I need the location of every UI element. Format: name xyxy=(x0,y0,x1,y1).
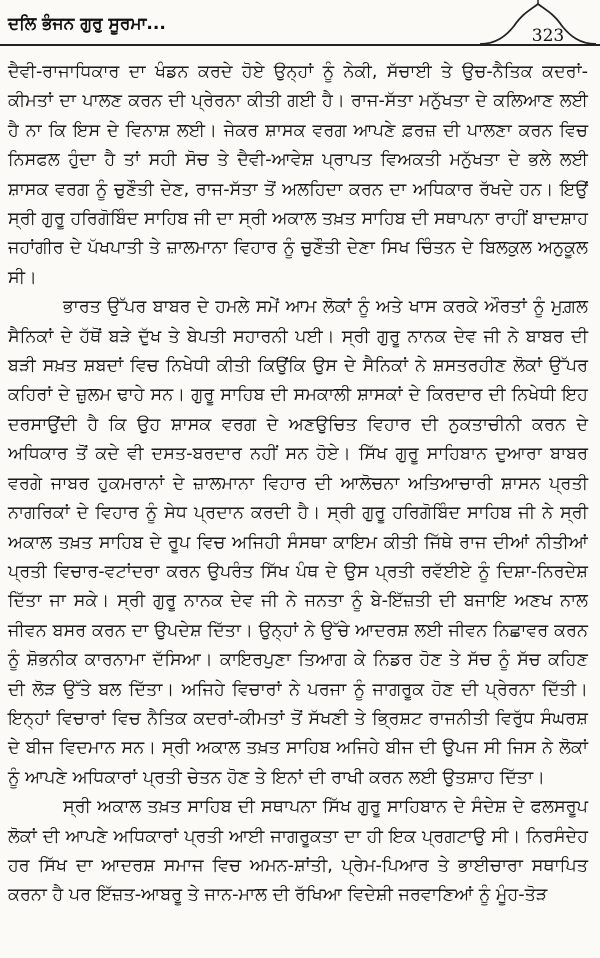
paragraph: ਸ੍ਰੀ ਅਕਾਲ ਤਖ਼ਤ ਸਾਹਿਬ ਦੀ ਸਥਾਪਨਾ ਸਿੱਖ ਗੁਰੂ ਸਾਹਿਬਾਨ ਦੇ ਸੰਦੇਸ਼ ਦੇ ਫਲਸਰੂਪ ਲੋਕਾਂ ਦੀ ਆਪਣੇ ਅਧਿਕਾਰਾਂ ਪ੍ਰਤੀ ਆਈ ਜਾਗਰੂਕਤਾ ਦਾ ਹੀ ਇਕ ਪ੍ਰਗਟਾਉ ਸੀ। ਨਿਰਸੰਦੇਹ ਹਰ ਸਿੱਖ ਦਾ ਆਦਰਸ਼ ਸਮਾਜ ਵਿਚ ਅਮਨ-ਸ਼ਾਂਤੀ, ਪ੍ਰੇਮ-ਪਿਆਰ ਤੇ ਭਾਈਚਾਰਾ ਸਥਾਪਿਤ ਕਰਨਾ ਹੈ ਪਰ ਇੱਜ਼ਤ-ਆਬਰੂ ਤੇ ਜਾਨ-ਮਾਲ ਦੀ ਰੱਖਿਆ ਵਿਦੇਸ਼ੀ ਜਰਵਾਣਿਆਂ ਨੂੰ ਮੂੰਹ-ਤੋੜ xyxy=(8,797,588,906)
body-text xyxy=(8,58,588,911)
paragraph: ਭਾਰਤ ਉੱਪਰ ਬਾਬਰ ਦੇ ਹਮਲੇ ਸਮੇਂ ਆਮ ਲੋਕਾਂ ਨੂੰ ਅਤੇ ਖਾਸ ਕਰਕੇ ਔਰਤਾਂ ਨੂੰ ਮੁਗ਼ਲ ਸੈਨਿਕਾਂ ਦੇ ਹੱਥੋਂ ਬੜੇ ਦੁੱਖ ਤੇ ਬੇਪਤੀ ਸਹਾਰਨੀ ਪਈ। ਸ੍ਰੀ ਗੁਰੂ ਨਾਨਕ ਦੇਵ ਜੀ ਨੇ ਬਾਬਰ ਦੀ ਬੜੀ ਸਖ਼ਤ ਸ਼ਬਦਾਂ ਵਿਚ ਨਿਖੇਧੀ ਕੀਤੀ ਕਿਉਂਕਿ ਉਸ ਦੇ ਸੈਨਿਕਾਂ ਨੇ ਸ਼ਸਤਰਹੀਣ ਲੋਕਾਂ ਉੱਪਰ ਕਹਿਰਾਂ ਦੇ ਜ਼ੁਲਮ ਢਾਹੇ ਸਨ। ਗੁਰੂ ਸਾਹਿਬ ਦੀ ਸਮਕਾਲੀ ਸ਼ਾਸਕਾਂ ਦੇ ਕਿਰਦਾਰ ਦੀ ਨਿਖੇਧੀ ਇਹ ਦਰਸਾਉਂਦੀ ਹੈ ਕਿ ਉਹ ਸ਼ਾਸਕ ਵਰਗ ਦੇ ਅਣਉਚਿਤ ਵਿਹਾਰ ਦੀ ਨੁਕਤਾਚੀਨੀ ਕਰਨ ਦੇ ਅਧਿਕਾਰ ਤੋਂ ਕਦੇ ਵੀ ਦਸਤ-ਬਰਦਾਰ ਨਹੀਂ ਸਨ ਹੋਏ। ਸਿੱਖ ਗੁਰੂ ਸਾਹਿਬਾਨ ਦੁਆਰਾ ਬਾਬਰ ਵਰਗੇ ਜਾਬਰ ਹੁਕਮਰਾਨਾਂ ਦੇ ਜ਼ਾਲਮਾਨਾ ਵਿਹਾਰ ਦੀ ਆਲੋਚਨਾ ਅਤਿਆਚਾਰੀ ਸ਼ਾਸਨ ਪ੍ਰਤੀ ਨਾਗਰਿਕਾਂ ਦੇ ਵਿਹਾਰ ਨੂੰ ਸੇਧ ਪ੍ਰਦਾਨ ਕਰਦੀ ਹੈ। ਸ੍ਰੀ ਗੁਰੂ ਹਰਿਗੋਬਿੰਦ ਸਾਹਿਬ ਜੀ ਨੇ ਸ੍ਰੀ ਅਕਾਲ ਤਖ਼ਤ ਸਾਹਿਬ ਦੇ ਰੂਪ ਵਿਚ ਅਜਿਹੀ ਸੰਸਥਾ ਕਾਇਮ ਕੀਤੀ ਜਿੱਥੇ ਰਾਜ ਦੀਆਂ ਨੀਤੀਆਂ ਪ੍ਰਤੀ ਵਿਚਾਰ-ਵਟਾਂਦਰਾ ਕਰਨ ਉਪਰੰਤ ਸਿੱਖ ਪੰਥ ਦੇ ਉਸ ਪ੍ਰਤੀ ਰਵੱਈਏ ਨੂੰ ਦਿਸ਼ਾ-ਨਿਰਦੇਸ਼ ਦਿੱਤਾ ਜਾ ਸਕੇ। ਸ੍ਰੀ ਗੁਰੂ ਨਾਨਕ ਦੇਵ ਜੀ ਨੇ ਜਨਤਾ ਨੂੰ ਬੇ-ਇੱਜ਼ਤੀ ਦੀ ਬਜਾਇ ਅਣਖ ਨਾਲ ਜੀਵਨ ਬਸਰ ਕਰਨ ਦਾ ਉਪਦੇਸ਼ ਦਿੱਤਾ। ਉਨ੍ਹਾਂ ਨੇ ਉੱਚੇ ਆਦਰਸ਼ ਲਈ ਜੀਵਨ ਨਿਛਾਵਰ ਕਰਨ ਨੂੰ ਸ਼ੋਭਨੀਕ ਕਾਰਨਾਮਾ ਦੱਸਿਆ। ਕਾਇਰਪੁਣਾ ਤਿਆਗ ਕੇ ਨਿਡਰ ਹੋਣ ਤੇ ਸੱਚ ਨੂੰ ਸੱਚ ਕਹਿਣ ਦੀ ਲੋੜ ਉੱਤੇ ਬਲ ਦਿੱਤਾ। ਅਜਿਹੇ ਵਿਚਾਰਾਂ ਨੇ ਪਰਜਾ ਨੂੰ ਜਾਗਰੂਕ ਹੋਣ ਦੀ ਪ੍ਰੇਰਨਾ ਦਿੱਤੀ। ਇਨ੍ਹਾਂ ਵਿਚਾਰਾਂ ਵਿਚ ਨੈਤਿਕ ਕਦਰਾਂ-ਕੀਮਤਾਂ ਤੋਂ ਸੱਖਣੀ ਤੇ ਭ੍ਰਿਸ਼ਟ ਰਾਜਨੀਤੀ ਵਿਰੁੱਧ ਸੰਘਰਸ਼ ਦੇ ਬੀਜ ਵਿਦਮਾਨ ਸਨ। ਸ੍ਰੀ ਅਕਾਲ ਤਖ਼ਤ ਸਾਹਿਬ ਅਜਿਹੇ ਬੀਜ ਦੀ ਉਪਜ ਸੀ ਜਿਸ ਨੇ ਲੋਕਾਂ ਨੂੰ ਆਪਣੇ ਅਧਿਕਾਰਾਂ ਪ੍ਰਤੀ ਚੇਤਨ ਹੋਣ ਤੇ ਇਨਾਂ ਦੀ ਰਾਖੀ ਕਰਨ ਲਈ ਉਤਸ਼ਾਹ ਦਿੱਤਾ। xyxy=(8,297,589,788)
running-head: ਦਲਿ ਭੰਜਨ ਗੁਰੁ ਸੂਰਮਾ... xyxy=(8,14,166,34)
paragraph: ਦੈਵੀ-ਰਾਜਾਧਿਕਾਰ ਦਾ ਖੰਡਨ ਕਰਦੇ ਹੋਏ ਉਨ੍ਹਾਂ ਨੂੰ ਨੇਕੀ, ਸੱਚਾਈ ਤੇ ਉਚ-ਨੈਤਿਕ ਕਦਰਾਂ-ਕੀਮਤਾਂ ਦਾ ਪਾਲਣ ਕਰਨ ਦੀ ਪ੍ਰੇਰਨਾ ਕੀਤੀ ਗਈ ਹੈ। ਰਾਜ-ਸੱਤਾ ਮਨੁੱਖਤਾ ਦੇ ਕਲਿਆਣ ਲਈ ਹੈ ਨਾ ਕਿ ਇਸ ਦੇ ਵਿਨਾਸ਼ ਲਈ। ਜੇਕਰ ਸ਼ਾਸਕ ਵਰਗ ਆਪਣੇ ਫ਼ਰਜ਼ ਦੀ ਪਾਲਣਾ ਕਰਨ ਵਿਚ ਨਿਸਫਲ ਹੁੰਦਾ ਹੈ ਤਾਂ ਸਹੀ ਸੋਚ ਤੇ ਦੈਵੀ-ਆਵੇਸ਼ ਪ੍ਰਾਪਤ ਵਿਅਕਤੀ ਮਨੁੱਖਤਾ ਦੇ ਭਲੇ ਲਈ ਸ਼ਾਸਕ ਵਰਗ ਨੂੰ ਚੁਣੌਤੀ ਦੇਣ, ਰਾਜ-ਸੱਤਾ ਤੋਂ ਅਲਹਿਦਾ ਕਰਨ ਦਾ ਅਧਿਕਾਰ ਰੱਖਦੇ ਹਨ। ਇਉਂ ਸ੍ਰੀ ਗੁਰੂ ਹਰਿਗੋਬਿੰਦ ਸਾਹਿਬ ਜੀ ਦਾ ਸ੍ਰੀ ਅਕਾਲ ਤਖ਼ਤ ਸਾਹਿਬ ਦੀ ਸਥਾਪਨਾ ਰਾਹੀਂ ਬਾਦਸ਼ਾਹ ਜਹਾਂਗੀਰ ਦੇ ਪੱਖਪਾਤੀ ਤੇ ਜ਼ਾਲਮਾਨਾ ਵਿਹਾਰ ਨੂੰ ਚੁਣੌਤੀ ਦੇਣਾ ਸਿਖ ਚਿੰਤਨ ਦੇ ਬਿਲਕੁਲ ਅਨੁਕੂਲ ਸੀ। xyxy=(8,62,588,288)
page-header xyxy=(0,0,600,56)
page-number: 323 xyxy=(531,26,565,46)
